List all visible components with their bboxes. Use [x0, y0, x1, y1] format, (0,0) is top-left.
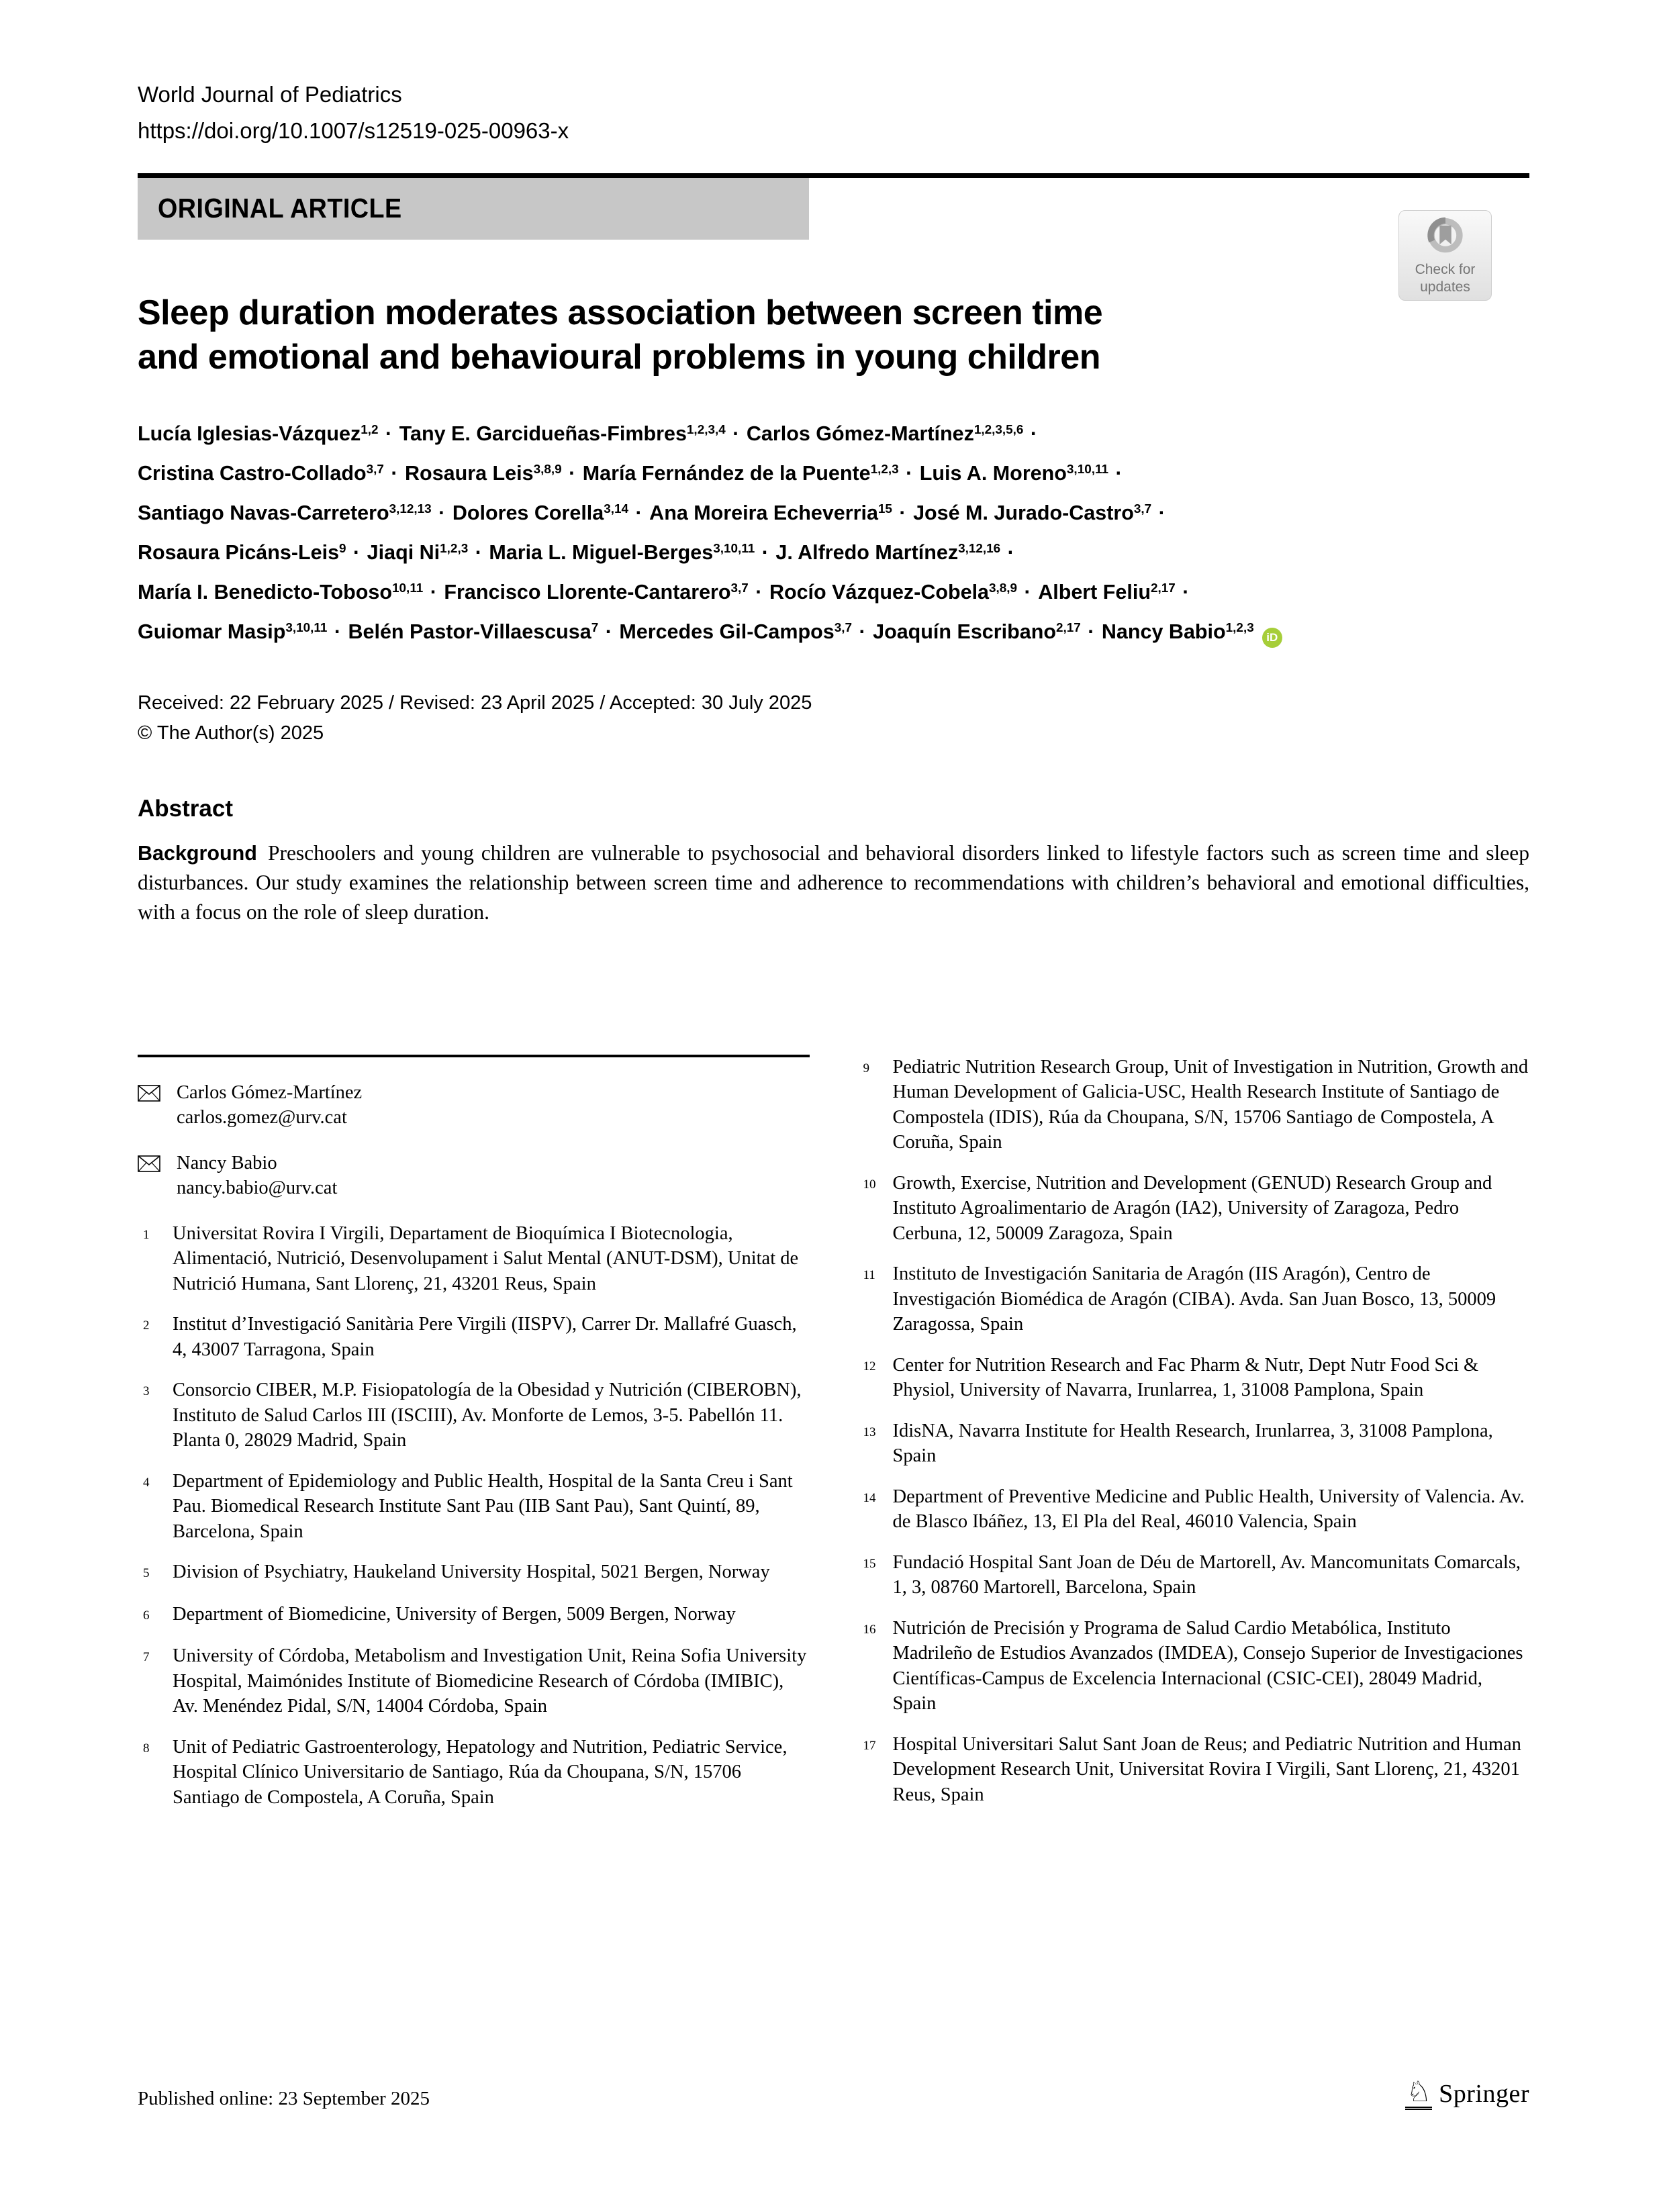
affiliation-item	[858, 1616, 1530, 1717]
author-name: Tany E. Garcidueñas-Fimbres$^{1,2,3,4}$	[399, 422, 726, 445]
author-separator: ·	[347, 540, 366, 564]
affiliation-item	[858, 1550, 1530, 1600]
article-type-banner-row	[138, 173, 1529, 295]
affiliation-number: 1	[143, 1227, 150, 1242]
author-separator: ·	[1153, 501, 1166, 524]
affiliation-number: 11	[863, 1268, 875, 1283]
author-separator: ·	[424, 580, 443, 604]
affiliation-item	[858, 1261, 1530, 1337]
author-line	[138, 574, 1529, 614]
affiliation-text: University of Córdoba, Metabolism and Investigation Unit, Reina Sofia University Hospital, Maimónides Institute of Biomedicine Research of Córdoba (IMIBIC), Av. Menéndez Pidal, S/N, 14004 Córdoba, Spain	[173, 1645, 807, 1717]
author-separator: ·	[756, 540, 775, 564]
affiliation-number: 2	[143, 1318, 150, 1333]
author-name: Santiago Navas-Carretero$^{3,12,13}$	[138, 501, 432, 524]
paper-title-line2: and emotional and behavioural problems in young children	[138, 337, 1100, 377]
author-separator: ·	[1025, 422, 1038, 445]
affiliation-number: 15	[863, 1556, 876, 1571]
abstract-body	[138, 838, 1529, 927]
affiliation-number: 16	[863, 1622, 876, 1637]
correspondent-email[interactable]: carlos.gomez@urv.cat	[177, 1107, 347, 1128]
correspondence-list	[138, 1080, 810, 1201]
author-name: Mercedes Gil-Campos$^{3,7}$	[619, 620, 852, 643]
affiliation-text: Instituto de Investigación Sanitaria de Aragón (IIS Aragón), Centro de Investigación Biomédica de Aragón (CIBA). Avda. San Juan Bosco, 13, 50009 Zaragossa, Spain	[892, 1263, 1496, 1335]
paper-title	[138, 291, 1529, 379]
author-separator: ·	[1109, 461, 1123, 485]
copyright-line: © The Author(s) 2025	[138, 722, 324, 744]
author-separator: ·	[749, 580, 768, 604]
abstract-heading: Abstract	[138, 795, 233, 822]
affiliation-item	[138, 1735, 810, 1811]
affiliation-number: 10	[863, 1177, 876, 1192]
author-line	[138, 416, 1529, 455]
author-separator: ·	[893, 501, 912, 524]
author-separator: ·	[1082, 620, 1100, 643]
author-name: Lucía Iglesias-Vázquez$^{1,2}$	[138, 422, 379, 445]
springer-wordmark: Springer	[1439, 2080, 1529, 2108]
affiliation-text: Department of Epidemiology and Public Health, Hospital de la Santa Creu i Sant Pau. Biomedical Research Institute Sant Pau (IIB Sant Pau), Sant Quintí, 89, Barcelona, Spain	[173, 1470, 793, 1542]
author-name: José M. Jurado-Castro$^{3,7}$	[913, 501, 1152, 524]
affiliation-number: 4	[143, 1475, 150, 1490]
correspondence-item	[138, 1151, 810, 1201]
author-separator: ·	[379, 422, 398, 445]
affiliations-right	[858, 1055, 1530, 1808]
author-separator: ·	[630, 501, 649, 524]
affiliation-number: 9	[863, 1061, 869, 1075]
author-separator: ·	[469, 540, 488, 564]
affiliation-item	[138, 1469, 810, 1545]
affiliation-number: 13	[863, 1425, 876, 1439]
affiliation-item	[858, 1055, 1530, 1155]
affiliation-item	[138, 1378, 810, 1453]
affiliation-text: Institut d’Investigació Sanitària Pere Virgili (IISPV), Carrer Dr. Mallafré Guasch, 4, 43007 Tarragona, Spain	[173, 1314, 797, 1360]
author-separator: ·	[900, 461, 918, 485]
author-name: María I. Benedicto-Toboso$^{10,11}$	[138, 580, 424, 604]
affiliation-text: Department of Biomedicine, University of Bergen, 5009 Bergen, Norway	[173, 1603, 736, 1625]
author-line	[138, 534, 1529, 574]
author-line	[138, 614, 1529, 653]
springer-knight-icon	[1405, 2078, 1432, 2110]
affiliation-item	[858, 1484, 1530, 1535]
affiliation-item	[858, 1353, 1530, 1403]
abstract-background-label: Background	[138, 841, 257, 865]
journal-name: World Journal of Pediatrics	[138, 82, 402, 107]
author-name: Joaquín Escribano$^{2,17}$	[873, 620, 1081, 643]
author-list	[138, 416, 1529, 653]
affiliation-number: 3	[143, 1384, 150, 1399]
author-name: María Fernández de la Puente$^{1,2,3}$	[582, 461, 899, 485]
correspondent-name: Carlos Gómez-Martínez	[177, 1081, 363, 1103]
affiliation-number: 14	[863, 1490, 876, 1505]
page-footer	[138, 2078, 1529, 2110]
springer-logo	[1405, 2078, 1529, 2110]
footnotes-right-column	[858, 1055, 1530, 1826]
author-separator: ·	[563, 461, 581, 485]
footnotes-section	[138, 1055, 1529, 1826]
affiliation-item	[858, 1732, 1530, 1808]
affiliation-text: Pediatric Nutrition Research Group, Unit of Investigation in Nutrition, Growth and Human Development of Galicia-USC, Health Research Institute of Santiago de Compostela (IDIS), Rúa da Choupana, S/N, 15706 Santiago de Compostela, A Coruña, Spain	[892, 1056, 1529, 1153]
author-name: Cristina Castro-Collado$^{3,7}$	[138, 461, 384, 485]
author-line	[138, 455, 1529, 495]
paper-title-line1: Sleep duration moderates association between screen time	[138, 293, 1103, 332]
affiliation-item	[138, 1643, 810, 1719]
author-separator: ·	[328, 620, 347, 643]
footnotes-left-column	[138, 1055, 810, 1826]
correspondent-email[interactable]: nancy.babio@urv.cat	[177, 1177, 338, 1199]
author-separator: ·	[1176, 580, 1190, 604]
check-updates-label-line2: updates	[1420, 279, 1470, 295]
correspondent-name: Nancy Babio	[177, 1152, 277, 1173]
author-name: Carlos Gómez-Martínez$^{1,2,3,5,6}$	[746, 422, 1024, 445]
author-name: J. Alfredo Martínez$^{3,12,16}$	[775, 540, 1001, 564]
affiliations-left	[138, 1221, 810, 1811]
check-updates-label-line1: Check for	[1415, 262, 1476, 278]
author-name: Rosaura Picáns-Leis$^9$	[138, 540, 346, 564]
affiliation-text: Unit of Pediatric Gastroenterology, Hepatology and Nutrition, Pediatric Service, Hospital Clínico Universitario de Santiago, Rúa da Choupana, S/N, 15706 Santiago de Compostela, A Coruña, Spain	[173, 1736, 788, 1808]
footnote-divider-rule	[138, 1055, 810, 1057]
author-name: Ana Moreira Echeverria$^{15}$	[649, 501, 892, 524]
affiliation-text: Division of Psychiatry, Haukeland University Hospital, 5021 Bergen, Norway	[173, 1561, 770, 1583]
affiliation-number: 17	[863, 1738, 876, 1753]
author-separator: ·	[1018, 580, 1037, 604]
affiliation-number: 6	[143, 1608, 150, 1623]
check-updates-icon	[1423, 215, 1468, 260]
check-for-updates-button[interactable]	[1398, 210, 1492, 301]
published-online: Published online: 23 September 2025	[138, 2088, 430, 2109]
dates-line: Received: 22 February 2025 / Revised: 23 April 2025 / Accepted: 30 July 2025	[138, 691, 812, 714]
author-name: Rocío Vázquez-Cobela$^{3,8,9}$	[769, 580, 1018, 604]
affiliation-text: Center for Nutrition Research and Fac Pharm & Nutr, Dept Nutr Food Sci & Physiol, University of Navarra, Irunlarrea, 1, 31008 Pamplona, Spain	[892, 1354, 1479, 1401]
article-type-banner	[138, 178, 809, 240]
author-name: Rosaura Leis$^{3,8,9}$	[405, 461, 562, 485]
affiliation-number: 8	[143, 1741, 150, 1756]
correspondence-text	[177, 1080, 362, 1131]
affiliation-item	[138, 1312, 810, 1362]
author-name: Nancy Babio$^{1,2,3}$	[1101, 620, 1254, 643]
author-name: Maria L. Miguel-Berges$^{3,10,11}$	[489, 540, 755, 564]
affiliation-text: Department of Preventive Medicine and Public Health, University of Valencia. Av. de Blasco Ibáñez, 13, El Pla del Real, 46010 Valencia, Spain	[892, 1486, 1525, 1533]
author-name: Jiaqi Ni$^{1,2,3}$	[367, 540, 469, 564]
affiliation-text: Nutrición de Precisión y Programa de Salud Cardio Metabólica, Instituto Madrileño de Estudios Avanzados (IMDEA), Consejo Superior de Investigaciones Científicas-Campus de Excelencia Internacional (CSIC-CEI), 28049 Madrid, Spain	[892, 1617, 1523, 1715]
affiliation-text: Hospital Universitari Salut Sant Joan de Reus; and Pediatric Nutrition and Human Development Research Unit, Universitat Rovira I Virgili, Sant Llorenç, 21, 43201 Reus, Spain	[892, 1733, 1521, 1805]
author-separator: ·	[600, 620, 618, 643]
author-separator: ·	[853, 620, 872, 643]
affiliation-item	[138, 1221, 810, 1297]
affiliation-number: 12	[863, 1359, 876, 1374]
author-line	[138, 495, 1529, 534]
author-name: Albert Feliu$^{2,17}$	[1038, 580, 1176, 604]
affiliation-text: Growth, Exercise, Nutrition and Development (GENUD) Research Group and Instituto Agroalimentario de Aragón (IA2), University of Zaragoza, Pedro Cerbuna, 12, 50009 Zaragoza, Spain	[892, 1172, 1492, 1244]
affiliation-number: 5	[143, 1566, 150, 1581]
correspondence-item	[138, 1080, 810, 1131]
envelope-icon	[138, 1080, 160, 1131]
author-name: Guiomar Masip$^{3,10,11}$	[138, 620, 328, 643]
author-separator: ·	[432, 501, 451, 524]
author-name: Francisco Llorente-Cantarero$^{3,7}$	[444, 580, 749, 604]
affiliation-item	[138, 1602, 810, 1629]
article-type-label: ORIGINAL ARTICLE	[158, 193, 402, 224]
author-name: Belén Pastor-Villaescusa$^7$	[348, 620, 599, 643]
affiliation-text: Consorcio CIBER, M.P. Fisiopatología de la Obesidad y Nutrición (CIBEROBN), Instituto de Salud Carlos III (ISCIII), Av. Monforte de Lemos, 3-5. Pabellón 11. Planta 0, 28029 Madrid, Spain	[173, 1380, 802, 1451]
affiliation-item	[858, 1418, 1530, 1469]
affiliation-item	[138, 1559, 810, 1586]
correspondence-text	[177, 1151, 337, 1201]
affiliation-number: 7	[143, 1650, 150, 1665]
affiliation-item	[858, 1171, 1530, 1247]
envelope-icon	[138, 1151, 160, 1201]
affiliation-text: Universitat Rovira I Virgili, Departament de Bioquímica I Biotecnologia, Alimentació, Nutrició, Desenvolupament i Salut Mental (ANUT-DSM), Unitat de Nutrició Humana, Sant Llorenç, 21, 43201 Reus, Spain	[173, 1222, 799, 1294]
author-separator: ·	[385, 461, 404, 485]
author-name: Luis A. Moreno$^{3,10,11}$	[919, 461, 1108, 485]
abstract-background-text: Preschoolers and young children are vulnerable to psychosocial and behavioral disorders linked to lifestyle factors such as screen time and sleep disturbances. Our study examines the relationship between screen time and adherence to recommendations with children’s behavioral and emotional difficulties, with a focus on the role of sleep duration.	[138, 840, 1529, 924]
orcid-icon[interactable]: iD	[1262, 628, 1282, 648]
author-separator: ·	[726, 422, 745, 445]
affiliation-text: Fundació Hospital Sant Joan de Déu de Martorell, Av. Mancomunitats Comarcals, 1, 3, 08760 Martorell, Barcelona, Spain	[892, 1551, 1521, 1598]
author-name: Dolores Corella$^{3,14}$	[452, 501, 629, 524]
author-separator: ·	[1002, 540, 1014, 564]
affiliation-text: IdisNA, Navarra Institute for Health Research, Irunlarrea, 3, 31008 Pamplona, Spain	[892, 1420, 1493, 1467]
doi-link[interactable]: https://doi.org/10.1007/s12519-025-00963-x	[138, 117, 569, 143]
